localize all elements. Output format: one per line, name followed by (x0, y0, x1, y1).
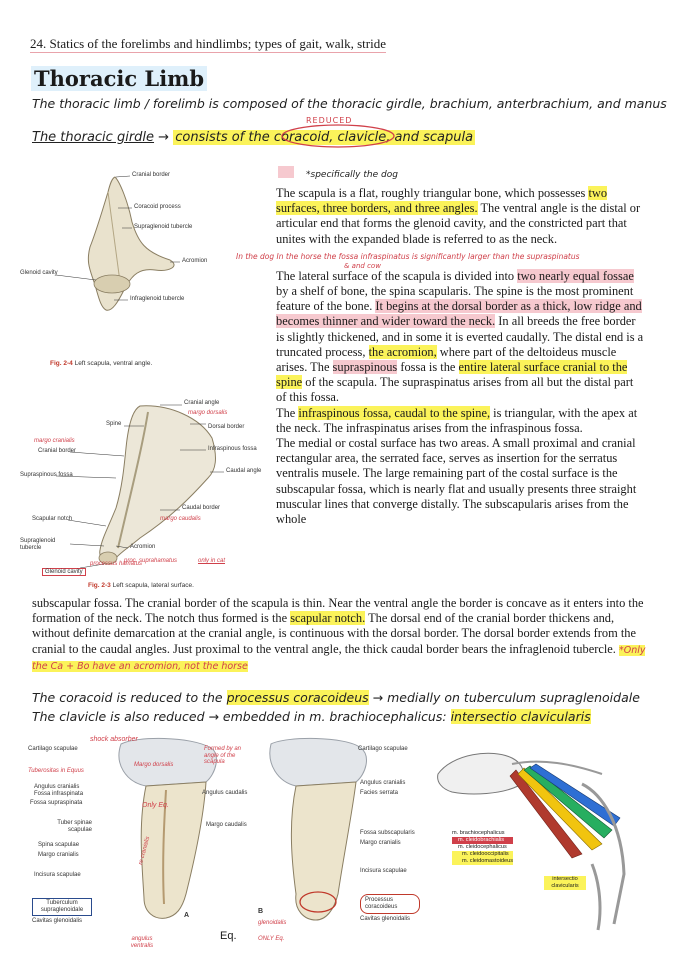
fig3-caption: Eq. (220, 930, 237, 942)
fig2-label: Supraglenoid tubercle (20, 538, 56, 551)
page-title-text: Thoracic Limb (34, 66, 205, 91)
fig3-label: Spina scapulae (38, 842, 80, 848)
fig2-hand-label: margo dorsalis (188, 410, 228, 416)
fig2-label: Scapular notch (32, 516, 73, 522)
fig3-hand-label: Formed by an angle of the scapula (204, 746, 242, 765)
fig3-label: Fossa infraspinata (34, 791, 84, 797)
fig2-label: Dorsal border (208, 424, 245, 430)
text-segment: two surfaces, three borders, and three angles. (276, 186, 608, 216)
fig3-label: Cartilago scapulae (28, 746, 78, 752)
fig3-hand-label: Only Eq. (142, 802, 169, 809)
fig3-label: Cartilago scapulae (358, 746, 408, 752)
paragraph-1 (276, 186, 646, 247)
figure-scapula-ventral-angle (20, 162, 240, 372)
fig2-label: Acromion (130, 544, 156, 550)
topic-line (30, 36, 386, 53)
fig2-label: Cranial border (38, 448, 77, 454)
text-segment: The dorsal end of the cranial border thickens and, without definite demarcation at the cranial angle, is continuous with the dorsal border. The dorsal border extends from the cranial to the caudal angles. Just proximal to the ventral angle, the thick caudal border bears the infraglenoid tubercle. (32, 611, 636, 656)
text-segment: by a shelf of bone, the spina scapularis. The spine is the most prominent feature of the bone. (276, 284, 634, 314)
fig2-hand-label: margo cranialis (34, 438, 75, 444)
text-segment: two nearly equal fossae (517, 268, 634, 283)
text-segment: supraspinous (332, 360, 398, 375)
cow-note-text: & and cow (344, 261, 381, 270)
red-circle-coracoid-clavicle-icon (278, 122, 398, 150)
text-segment: of the scapula. The supraspinatus arises from all but the distal part of this fossa. (276, 375, 634, 405)
figure-equine-scapula (26, 734, 426, 956)
fig2-caption-num: Fig. 2-3 (88, 582, 111, 589)
acromion-note: *Only the Ca + Bo have an acromion, not the horse (32, 644, 646, 672)
fig1-caption (50, 360, 152, 367)
text-segment: The ventral angle is the distal or articular end that forms the glenoid cavity, and the constricted part that unites with the expanded blade is referred to as the neck. (276, 201, 641, 246)
text-segment: It begins at the dorsal border as a thick, low ridge and becomes thinner and wider toward the neck. (276, 299, 642, 329)
text-segment: subscapular fossa. The cranial border of the scapula is thin. Near the ventral angle the border is concave as it enters into the formation of the neck. The notch thus formed is the (32, 596, 644, 626)
fig2-label: Supraspinous fossa (20, 472, 73, 478)
girdle-note-rest: consists of the coracoid, clavicle, and scapula (175, 130, 474, 145)
fig4-intersectio-box (544, 876, 586, 890)
figure-dog-muscles (432, 734, 654, 934)
page-title (31, 66, 207, 91)
fig3-hand-label: angulus ventralis (130, 936, 154, 949)
coracoid-note-a: The coracoid is reduced to the (32, 690, 223, 705)
fig1-label: Glenoid cavity (20, 270, 58, 276)
fig4-legend-item: m. cleidobrachialis (452, 837, 513, 844)
fig1-label: Coracoid process (134, 204, 181, 210)
fig4-legend-item: m. cleidocephalicus (458, 844, 507, 850)
fig3-label: Cavitas glenoidalis (32, 918, 83, 924)
fig2-hand-label: margo caudalis (160, 516, 201, 522)
paragraph-4-wide (32, 596, 648, 674)
text-segment: fossa is the (397, 360, 459, 375)
fig3-hand-label: Margo dorsalis (134, 762, 174, 768)
intro-note-text: The thoracic limb / forelimb is composed of the thoracic girdle, brachium, anterbrachium, and manus (32, 96, 667, 111)
fig2-caption-text: Left scapula, lateral surface. (112, 582, 194, 589)
fig3-label: Margo caudalis (206, 822, 247, 828)
clavicle-note (32, 709, 591, 724)
arrow-icon: → (158, 130, 170, 145)
text-segment: where part of the deltoideus muscle arises. The (276, 344, 617, 375)
fig3-hand-label: Tuberositas in Equus (28, 768, 84, 774)
fig4-legend-item: m. cleidooccipitalis (452, 851, 513, 858)
text-segment: entire lateral surface cranial to the spine (276, 360, 628, 390)
text-segment: The (276, 405, 299, 420)
horse-note-text: In the dog In the horse the fossa infraspinatus is significantly larger than the supraspinatus (236, 251, 580, 261)
horse-note (236, 247, 646, 269)
fig3-label: Angulus caudalis (202, 790, 248, 796)
fig2-hand-label: processus hamatus (90, 561, 143, 567)
fig3-label: Angulus cranialis (34, 784, 80, 790)
fig3-label: Tuberculum supraglenoidale (32, 898, 92, 916)
fig2-label: Caudal border (182, 505, 221, 511)
fig3-hand-label: shock absorber (90, 736, 138, 743)
paragraph-3 (276, 406, 646, 436)
fig3-label: Fossa supraspinata (30, 800, 83, 806)
specifically-note-text: *specifically the dog (306, 170, 398, 180)
fig3-label: Incisura scapulae (360, 868, 407, 874)
fig2-label: Infraspinous fossa (208, 446, 257, 452)
fig1-label: Supraglenoid tubercle (134, 224, 193, 230)
fig1-label: Cranial border (132, 172, 171, 178)
fig1-label: Acromion (182, 258, 208, 264)
pink-swatch (278, 166, 294, 178)
fig3-label: Margo cranialis (360, 840, 401, 846)
coracoid-note-b: → medially on tuberculum supraglenoidale (372, 690, 640, 705)
fig1-caption-text: Left scapula, ventral angle. (74, 360, 153, 367)
fig3-label: Angulus cranialis (360, 780, 406, 786)
coracoid-note (32, 690, 640, 705)
fig4-legend-item: m. brachiocephalicus (452, 830, 505, 836)
specifically-note (306, 170, 398, 180)
text-segment: The lateral surface of the scapula is divided into (276, 268, 518, 283)
girdle-note-lead: The thoracic girdle (32, 130, 155, 145)
fig2-label: Spine (106, 421, 122, 427)
fig3-label: Fossa subscapularis (360, 830, 415, 836)
fig4-intersectio-label: intersectio clavicularis (551, 876, 579, 889)
reduced-note-text: REDUCED (306, 116, 353, 125)
fig3-letter-b: B (258, 908, 264, 915)
fig3-label: Cavitas glenoidalis (360, 916, 411, 922)
intro-note (32, 96, 667, 111)
paragraph-2 (276, 269, 646, 406)
fig3-hand-label: re cranialis (138, 835, 152, 866)
body-wide (32, 596, 648, 674)
fig3-hand-label: ONLY Eq. (258, 936, 285, 942)
coracoid-note-hl: processus coracoideus (226, 690, 369, 705)
fig2-caption (88, 582, 194, 589)
fig2-label: Glenoid cavity (42, 568, 86, 576)
fig3-letter-a: A (184, 912, 190, 919)
fig1-caption-num: Fig. 2-4 (50, 360, 73, 367)
figure-scapula-lateral (20, 398, 260, 593)
fig3-label: Processus coracoideus (360, 894, 420, 914)
clavicle-note-hl: intersectio clavicularis (450, 709, 591, 724)
clavicle-note-a: The clavicle is also reduced → embedded in m. brachiocephalicus: (32, 709, 447, 724)
fig2-hand-label: proc. suprahamatus (124, 558, 178, 564)
girdle-note (32, 130, 475, 145)
fig4-legend (452, 830, 513, 865)
fig3-label: Facies serrata (360, 790, 399, 796)
text-segment: In all breeds the free border is slightly thickened, and in some it is everted caudally. The distal end is a truncated process, (276, 314, 644, 359)
text-segment: the acromion, (368, 344, 437, 359)
fig3-label: Incisura scapulae (34, 872, 81, 878)
fig1-label: Infraglenoid tubercle (130, 296, 185, 302)
paragraph-4-narrow: The medial or costal surface has two areas. A small proximal and cranial rectangular area, the serrated face, serves as insertion for the serratus ventralis musele. The large remaining part of the costal surface is the subscapular fossa, which is nearly flat and usually presents three straight muscular lines that converge distally. The subscapularis arises from the whole (276, 436, 637, 527)
fig2-label: Caudal angle (226, 468, 262, 474)
topic-text: 24. Statics of the forelimbs and hindlimbs; types of gait, walk, stride (30, 36, 387, 51)
fig2-label: Cranial angle (184, 400, 220, 406)
fig3-hand-label: glenoidalis (258, 920, 287, 926)
text-segment: The scapula is a flat, roughly triangular bone, which possesses (276, 186, 589, 200)
fig3-label: Margo cranialis (38, 852, 79, 858)
text-segment: infraspinous fossa, caudal to the spine, (298, 405, 491, 420)
text-segment: is triangular, with the apex at the neck. The infraspinatus arises from the infraspinous fossa. (276, 405, 638, 435)
text-segment: scapular notch. (290, 611, 366, 626)
fig2-hand-label: only in cat (198, 558, 226, 564)
fig3-label: Tuber spinae scapulae (57, 820, 92, 833)
fig4-legend-item: m. cleidomastoideus (452, 858, 513, 865)
